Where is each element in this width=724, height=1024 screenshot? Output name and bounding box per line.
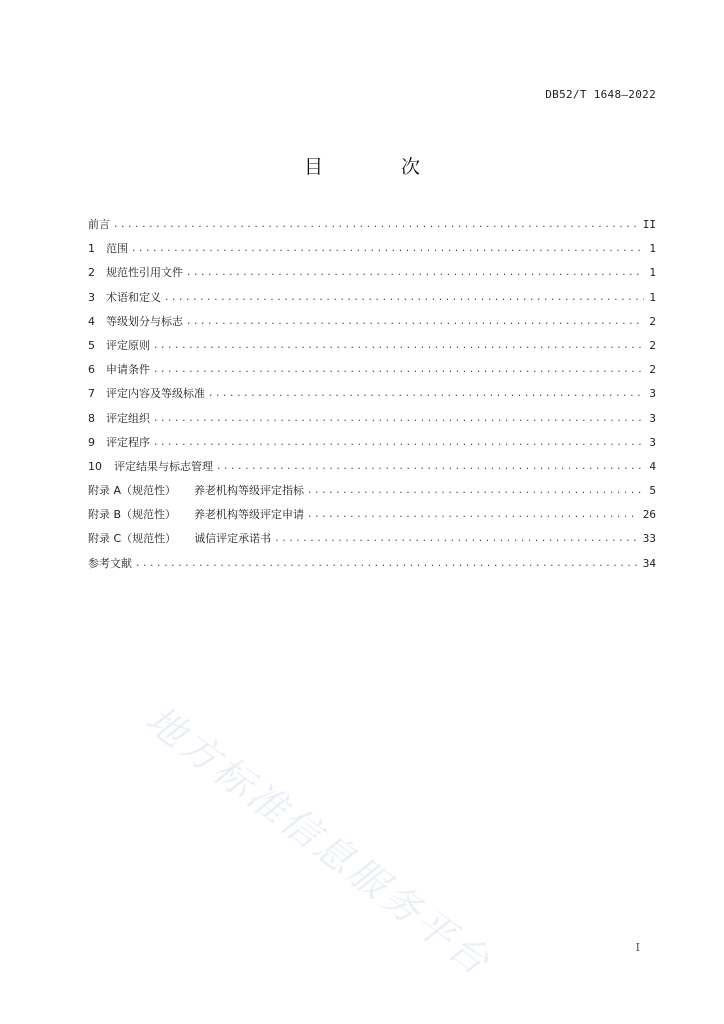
dot-leader <box>186 317 644 327</box>
watermark: 地方标准信息服务平台 <box>138 697 501 986</box>
toc-entry-page: 2 <box>649 338 656 352</box>
toc-entry-number: 4 <box>88 314 95 328</box>
toc-entry-subtitle: 养老机构等级评定申请 <box>194 508 305 522</box>
toc-entry[interactable] <box>88 458 656 482</box>
dot-leader <box>307 486 644 496</box>
toc-entry-page: 3 <box>649 435 656 449</box>
toc-entry-label: 术语和定义 <box>106 290 161 304</box>
toc-entry-page: 33 <box>642 532 656 546</box>
table-of-contents <box>88 216 656 579</box>
toc-entry-page: 3 <box>649 411 656 425</box>
toc-entry[interactable] <box>88 361 656 385</box>
toc-entry[interactable] <box>88 506 656 530</box>
toc-entry-number: 10 <box>88 459 102 473</box>
dot-leader <box>135 559 639 569</box>
toc-entry-page: 3 <box>649 387 656 401</box>
toc-entry-label: 等级划分与标志 <box>106 314 183 328</box>
toc-entry-label: 附录 B（规范性） <box>88 508 177 522</box>
toc-entry-page: 2 <box>649 363 656 377</box>
dot-leader <box>274 534 639 544</box>
dot-leader <box>113 220 639 230</box>
dot-leader <box>208 389 644 399</box>
toc-entry[interactable] <box>88 216 656 240</box>
toc-entry-page: 1 <box>649 290 656 304</box>
toc-entry-label: 评定结果与标志管理 <box>114 459 213 473</box>
toc-entry-page: 26 <box>642 508 656 522</box>
toc-entry-label: 范围 <box>106 242 128 256</box>
toc-entry[interactable] <box>88 434 656 458</box>
toc-entry-label: 附录 C（规范性） <box>88 532 177 546</box>
toc-entry-page: 5 <box>649 484 656 498</box>
toc-entry-page: 1 <box>649 266 656 280</box>
toc-entry[interactable] <box>88 482 656 506</box>
page-number: I <box>635 941 640 954</box>
toc-entry-number: 3 <box>88 290 95 304</box>
dot-leader <box>307 510 639 520</box>
toc-entry-number: 7 <box>88 387 95 401</box>
toc-entry-number: 1 <box>88 242 95 256</box>
toc-entry-label: 规范性引用文件 <box>106 266 183 280</box>
toc-entry-page: 1 <box>649 242 656 256</box>
toc-entry-label: 前言 <box>88 218 110 231</box>
toc-entry-label: 评定程序 <box>106 435 150 449</box>
dot-leader <box>216 462 644 472</box>
toc-entry-page: 34 <box>642 556 656 570</box>
dot-leader <box>153 414 644 424</box>
toc-entry-label: 评定原则 <box>106 338 150 352</box>
toc-entry-subtitle: 养老机构等级评定指标 <box>194 484 305 498</box>
dot-leader <box>186 268 644 278</box>
toc-entry-page: 4 <box>649 459 656 473</box>
toc-entry-number: 6 <box>88 363 95 377</box>
dot-leader <box>153 341 644 351</box>
toc-entry-label: 申请条件 <box>106 363 150 377</box>
dot-leader <box>153 365 644 375</box>
toc-entry-number: 5 <box>88 338 95 352</box>
toc-entry-number: 9 <box>88 435 95 449</box>
toc-entry[interactable] <box>88 385 656 409</box>
toc-entry-label: 参考文献 <box>88 556 132 570</box>
toc-entry[interactable] <box>88 530 656 554</box>
toc-entry-subtitle: 诚信评定承诺书 <box>194 532 272 546</box>
dot-leader <box>153 438 644 448</box>
toc-entry[interactable] <box>88 337 656 361</box>
toc-entry-label: 评定内容及等级标准 <box>106 387 205 401</box>
dot-leader <box>164 293 644 303</box>
toc-entry[interactable] <box>88 240 656 264</box>
toc-entry[interactable] <box>88 264 656 288</box>
toc-entry[interactable] <box>88 410 656 434</box>
toc-entry[interactable] <box>88 289 656 313</box>
toc-entry-label: 附录 A（规范性） <box>88 484 177 498</box>
toc-entry[interactable] <box>88 313 656 337</box>
dot-leader <box>131 244 644 254</box>
toc-entry-number: 8 <box>88 411 95 425</box>
toc-entry-label: 评定组织 <box>106 411 150 425</box>
toc-entry-page: 2 <box>649 314 656 328</box>
document-code: DB52/T 1648—2022 <box>545 88 656 101</box>
toc-entry[interactable] <box>88 555 656 579</box>
page-title: 目 次 <box>303 156 457 178</box>
toc-entry-page: II <box>642 218 656 231</box>
toc-entry-number: 2 <box>88 266 95 280</box>
